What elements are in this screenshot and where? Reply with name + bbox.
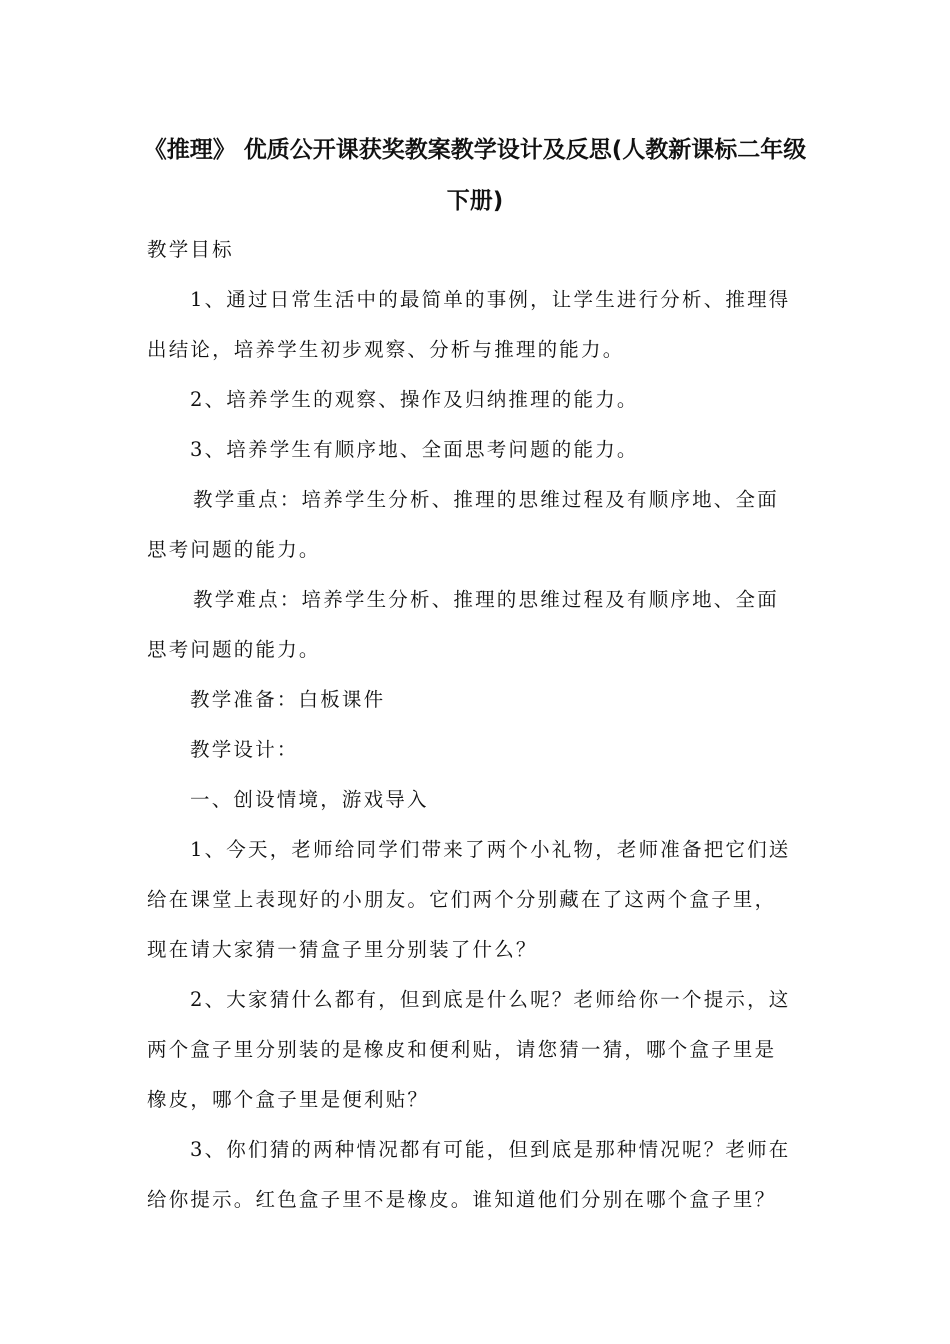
section-heading-teaching-goals: 教学目标 (147, 238, 234, 261)
paragraph-line: 橡皮，哪个盒子里是便利贴？ (147, 1088, 430, 1111)
document-title-line-2: 下册) (446, 188, 504, 214)
paragraph-line: 给你提示。红色盒子里不是橡皮。谁知道他们分别在哪个盒子里？ (147, 1188, 777, 1211)
paragraph-line: 3、你们猜的两种情况都有可能，但到底是那种情况呢？老师在 (190, 1138, 791, 1161)
paragraph-line: 3、培养学生有顺序地、全面思考问题的能力。 (190, 438, 639, 461)
paragraph-line: 出结论，培养学生初步观察、分析与推理的能力。 (147, 338, 625, 361)
paragraph-line: 教学难点：培养学生分析、推理的思维过程及有顺序地、全面 (193, 588, 779, 611)
document-title-line-1: 《推理》 优质公开课获奖教案教学设计及反思(人教新课标二年级 (143, 137, 807, 163)
paragraph-line: 2、培养学生的观察、操作及归纳推理的能力。 (190, 388, 639, 411)
paragraph-line: 思考问题的能力。 (147, 638, 321, 661)
paragraph-line: 教学准备：白板课件 (190, 688, 386, 711)
paragraph-line: 思考问题的能力。 (147, 538, 321, 561)
paragraph-line: 现在请大家猜一猜盒子里分别装了什么？ (147, 938, 538, 961)
paragraph-line: 教学设计： (190, 738, 299, 761)
section-heading-intro: 一、创设情境，游戏导入 (190, 788, 429, 811)
paragraph-line: 1、通过日常生活中的最简单的事例，让学生进行分析、推理得 (190, 288, 791, 311)
paragraph-line: 教学重点：培养学生分析、推理的思维过程及有顺序地、全面 (193, 488, 779, 511)
paragraph-line: 两个盒子里分别装的是橡皮和便利贴，请您猜一猜，哪个盒子里是 (147, 1038, 777, 1061)
paragraph-line: 2、大家猜什么都有，但到底是什么呢？老师给你一个提示，这 (190, 988, 791, 1011)
paragraph-line: 1、今天，老师给同学们带来了两个小礼物，老师准备把它们送 (190, 838, 791, 861)
paragraph-line: 给在课堂上表现好的小朋友。它们两个分别藏在了这两个盒子里， (147, 888, 777, 911)
